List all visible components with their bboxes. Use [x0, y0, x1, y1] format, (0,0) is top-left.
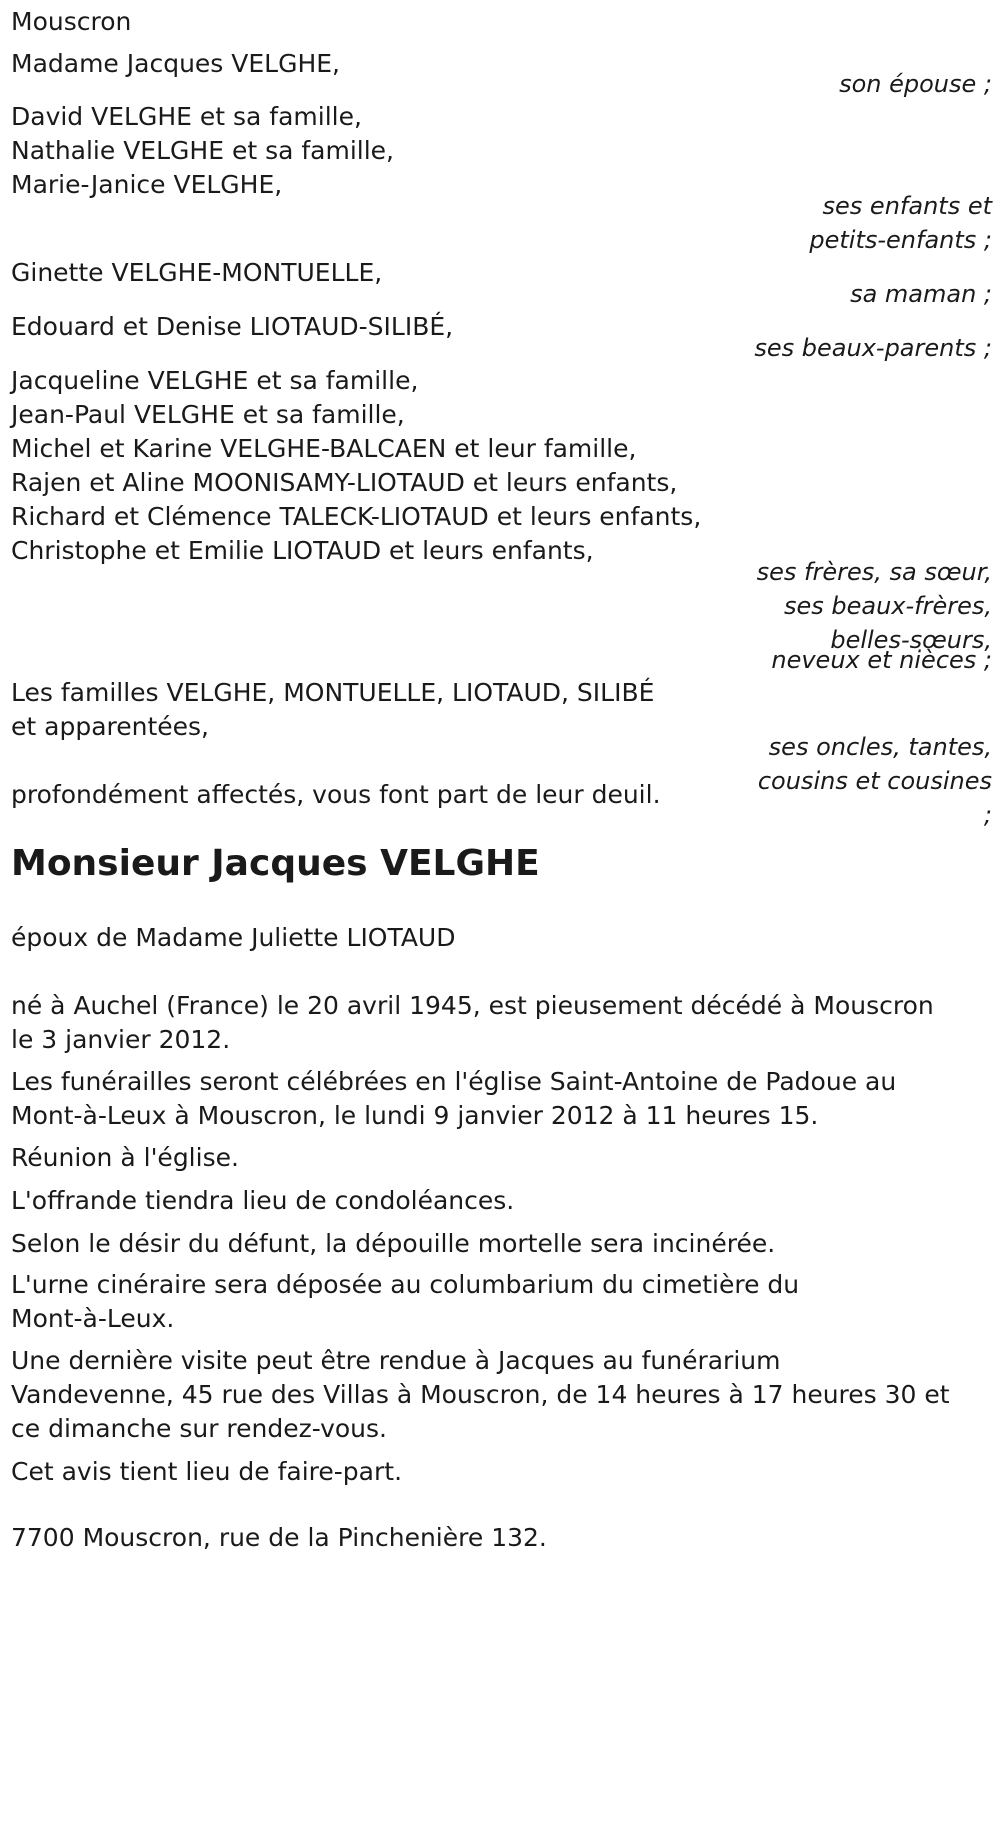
family-line: Richard et Clémence TALECK-LIOTAUD et leurs enfants,: [11, 502, 702, 531]
body-line: L'urne cinéraire sera déposée au columbarium du cimetière du: [11, 1270, 800, 1299]
body-line: Selon le désir du défunt, la dépouille mortelle sera incinérée.: [11, 1229, 776, 1258]
body-line: Une dernière visite peut être rendue à Jacques au funérarium: [11, 1346, 781, 1375]
body-line: L'offrande tiendra lieu de condoléances.: [11, 1186, 515, 1215]
body-line: né à Auchel (France) le 20 avril 1945, est pieusement décédé à Mouscron: [11, 991, 934, 1020]
address-line: 7700 Mouscron, rue de la Pinchenière 132.: [11, 1523, 547, 1552]
city-heading: Mouscron: [11, 7, 132, 36]
family-line: Michel et Karine VELGHE-BALCAEN et leur famille,: [11, 434, 637, 463]
family-line: Christophe et Emilie LIOTAUD et leurs enfants,: [11, 536, 594, 565]
relation-label: sa maman ;: [850, 280, 992, 308]
relation-label: ses frères, sa sœur,: [756, 558, 992, 586]
body-line: Cet avis tient lieu de faire-part.: [11, 1457, 403, 1486]
deceased-name: Monsieur Jacques VELGHE: [11, 843, 540, 884]
family-line: Marie-Janice VELGHE,: [11, 170, 283, 199]
body-line: Vandevenne, 45 rue des Villas à Mouscron, de 14 heures à 17 heures 30 et: [11, 1380, 950, 1409]
relation-label: ses beaux-frères,: [783, 592, 992, 620]
relation-label: neveux et nièces ;: [771, 646, 992, 674]
body-line: Les funérailles seront célébrées en l'église Saint-Antoine de Padoue au: [11, 1067, 897, 1096]
family-line: Edouard et Denise LIOTAUD-SILIBÉ,: [11, 312, 454, 341]
family-line: profondément affectés, vous font part de leur deuil.: [11, 780, 661, 809]
relation-label: belles-sœurs,: [830, 626, 992, 654]
family-line: Nathalie VELGHE et sa famille,: [11, 136, 395, 165]
body-line: Réunion à l'église.: [11, 1143, 239, 1172]
relation-label: ;: [983, 801, 992, 829]
body-line: Mont-à-Leux.: [11, 1304, 175, 1333]
relation-label: ses enfants et: [822, 192, 992, 220]
relation-label: ses oncles, tantes,: [768, 733, 992, 761]
body-line: Mont-à-Leux à Mouscron, le lundi 9 janvier 2012 à 11 heures 15.: [11, 1101, 819, 1130]
family-line: Jacqueline VELGHE et sa famille,: [11, 366, 419, 395]
family-line: Madame Jacques VELGHE,: [11, 49, 341, 78]
family-line: et apparentées,: [11, 712, 209, 741]
relation-label: ses beaux-parents ;: [754, 334, 992, 362]
family-line: David VELGHE et sa famille,: [11, 102, 362, 131]
relation-label: son épouse ;: [839, 70, 992, 98]
body-line: ce dimanche sur rendez-vous.: [11, 1414, 388, 1443]
spouse-line: époux de Madame Juliette LIOTAUD: [11, 923, 456, 952]
family-line: Rajen et Aline MOONISAMY-LIOTAUD et leurs enfants,: [11, 468, 678, 497]
family-line: Ginette VELGHE-MONTUELLE,: [11, 258, 383, 287]
relation-label: cousins et cousines: [757, 767, 992, 795]
body-line: le 3 janvier 2012.: [11, 1025, 231, 1054]
relation-label: petits-enfants ;: [809, 226, 992, 254]
family-line: Jean-Paul VELGHE et sa famille,: [11, 400, 405, 429]
family-line: Les familles VELGHE, MONTUELLE, LIOTAUD, SILIBÉ: [11, 678, 655, 707]
